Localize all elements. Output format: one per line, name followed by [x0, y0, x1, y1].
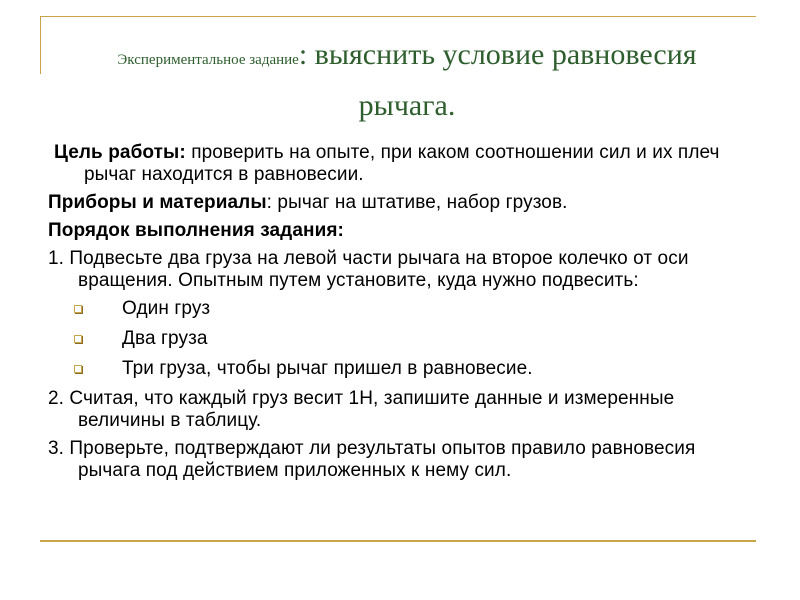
procedure-label: Порядок выполнения задания:: [48, 220, 344, 241]
materials-text: : рычаг на штативе, набор грузов.: [266, 192, 568, 213]
list-item: [48, 328, 748, 350]
goal-label: Цель работы:: [54, 142, 186, 163]
goal-paragraph: [48, 142, 748, 186]
step-2: 2. Считая, что каждый груз весит 1Н, запишите данные и измеренные величины в таблицу.: [48, 388, 675, 431]
bullet-list: [48, 298, 748, 380]
materials-paragraph: [48, 192, 748, 214]
square-bullet-icon: [74, 335, 82, 343]
step-1: 1. Подвесьте два груза на левой части рычага на второе колечко от оси вращения. Опытным путем установите, куда нужно подвесить:: [48, 248, 689, 291]
slide-body: [48, 142, 748, 488]
square-bullet-icon: [74, 365, 82, 373]
title-main-line2: рычага.: [358, 89, 456, 122]
bullet-text: Три груза, чтобы рычаг пришел в равновесие.: [122, 358, 533, 379]
top-divider-line: [40, 16, 756, 17]
list-item: [48, 298, 748, 320]
list-item: [48, 358, 748, 380]
step-3: 3. Проверьте, подтверждают ли результаты опытов правило равновесия рычага под действием приложенных к нему сил.: [48, 438, 696, 481]
bullet-text: Один груз: [122, 298, 211, 319]
title-main: : выяснить условие равновесия: [298, 38, 697, 71]
goal-text: проверить на опыте, при каком соотношении сил и их плеч рычаг находится в равновесии.: [84, 142, 720, 185]
materials-label: Приборы и материалы: [48, 192, 267, 213]
slide-title: [54, 32, 760, 134]
left-accent-line: [40, 16, 41, 74]
procedure-heading: [48, 220, 748, 242]
title-prefix: Экспериментальное задание: [117, 52, 299, 68]
square-bullet-icon: [74, 305, 82, 313]
bullet-text: Два груза: [122, 328, 208, 349]
bottom-divider-line: [40, 540, 756, 542]
